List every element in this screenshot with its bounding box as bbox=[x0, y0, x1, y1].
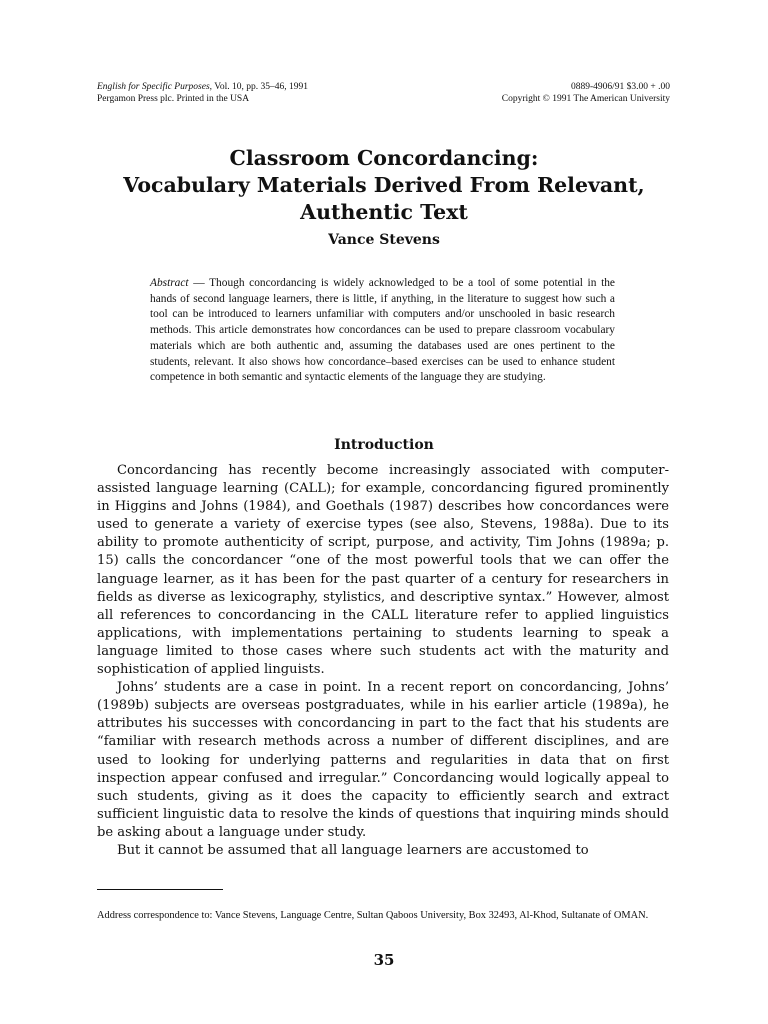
paragraph: Johns’ students are a case in point. In a recent report on concordancing, Johns’ (1989b) subjects are overseas postgraduates, while in his earlier article (1989a), he attributes his successes with concordancing in part to the fact that his students are “familiar with research methods across a number of different disciplines, and are used to looking for underlying patterns and regularities in data that on first inspection appear confused and irregular.” Concordancing would logically appeal to such students, giving as it does the capacity to efficiently search and extract sufficient linguistic data to resolve the kinds of questions that inquiring minds should be asking about a language under study. bbox=[97, 680, 669, 840]
abstract-label: Abstract bbox=[150, 277, 189, 289]
paragraph: Concordancing has recently become increasingly associated with computer-assisted language learning (CALL); for example, concordancing figured prominently in Higgins and Johns (1984), and Goethals (1987) describes how concordances were used to generate a variety of exercise types (see also, Stevens, 1988a). Due to its ability to promote authenticity of script, purpose, and activity, Tim Johns (1989a; p. 15) calls the concordancer “one of the most powerful tools that we can offer the language learner, as it has been for the past quarter of a century for researchers in fields as diverse as lexicography, stylistics, and descriptive syntax.” However, almost all references to concordancing in the CALL literature refer to applied linguistics applications, with implementations pertaining to students learning to speak a language limited to those cases where such students act with the maturity and sophistication of applied linguists. bbox=[97, 463, 669, 678]
abstract-text: — Though concordancing is widely acknowledged to be a tool of some potential in the hands of second language learners, there is little, if anything, in the literature to suggest how such a tool can be introduced to learners unfamiliar with computers and/or unschooled in basic research methods. This article demonstrates how concordances can be used to prepare classroom vocabulary materials which are both authentic and, assuming the databases used are ones pertinent to the students, relevant. It also shows how concordance–based exercises can be used to enhance student competence in both semantic and syntactic elements of the language they are studying. bbox=[150, 277, 615, 384]
footnote: Address correspondence to: Vance Stevens, Language Centre, Sultan Qaboos University, Box 32493, Al-Khod, Sultanate of OMAN. bbox=[97, 910, 649, 921]
title-line-2: Vocabulary Materials Derived From Relevant, bbox=[123, 173, 645, 197]
journal-name: English for Specific Purposes, bbox=[97, 82, 213, 92]
journal-citation bbox=[97, 81, 308, 105]
title-line-3: Authentic Text bbox=[300, 200, 468, 224]
volume-info: Vol. 10, pp. 35–46, 1991 bbox=[212, 82, 309, 92]
title-line-1: Classroom Concordancing: bbox=[229, 146, 539, 170]
body-text bbox=[97, 462, 669, 860]
issn-block bbox=[502, 81, 670, 105]
copyright: Copyright © 1991 The American University bbox=[501, 94, 670, 104]
paragraph: But it cannot be assumed that all language learners are accustomed to bbox=[117, 842, 589, 858]
footnote-divider bbox=[97, 889, 223, 890]
abstract bbox=[150, 276, 615, 386]
page-number: 35 bbox=[373, 951, 395, 969]
article-title bbox=[80, 145, 688, 226]
issn-price: 0889-4906/91 $3.00 + .00 bbox=[570, 82, 670, 92]
journal-line bbox=[97, 81, 308, 93]
publisher: Pergamon Press plc. Printed in the USA bbox=[97, 94, 250, 104]
section-heading: Introduction bbox=[334, 437, 434, 453]
author-name: Vance Stevens bbox=[328, 232, 440, 248]
